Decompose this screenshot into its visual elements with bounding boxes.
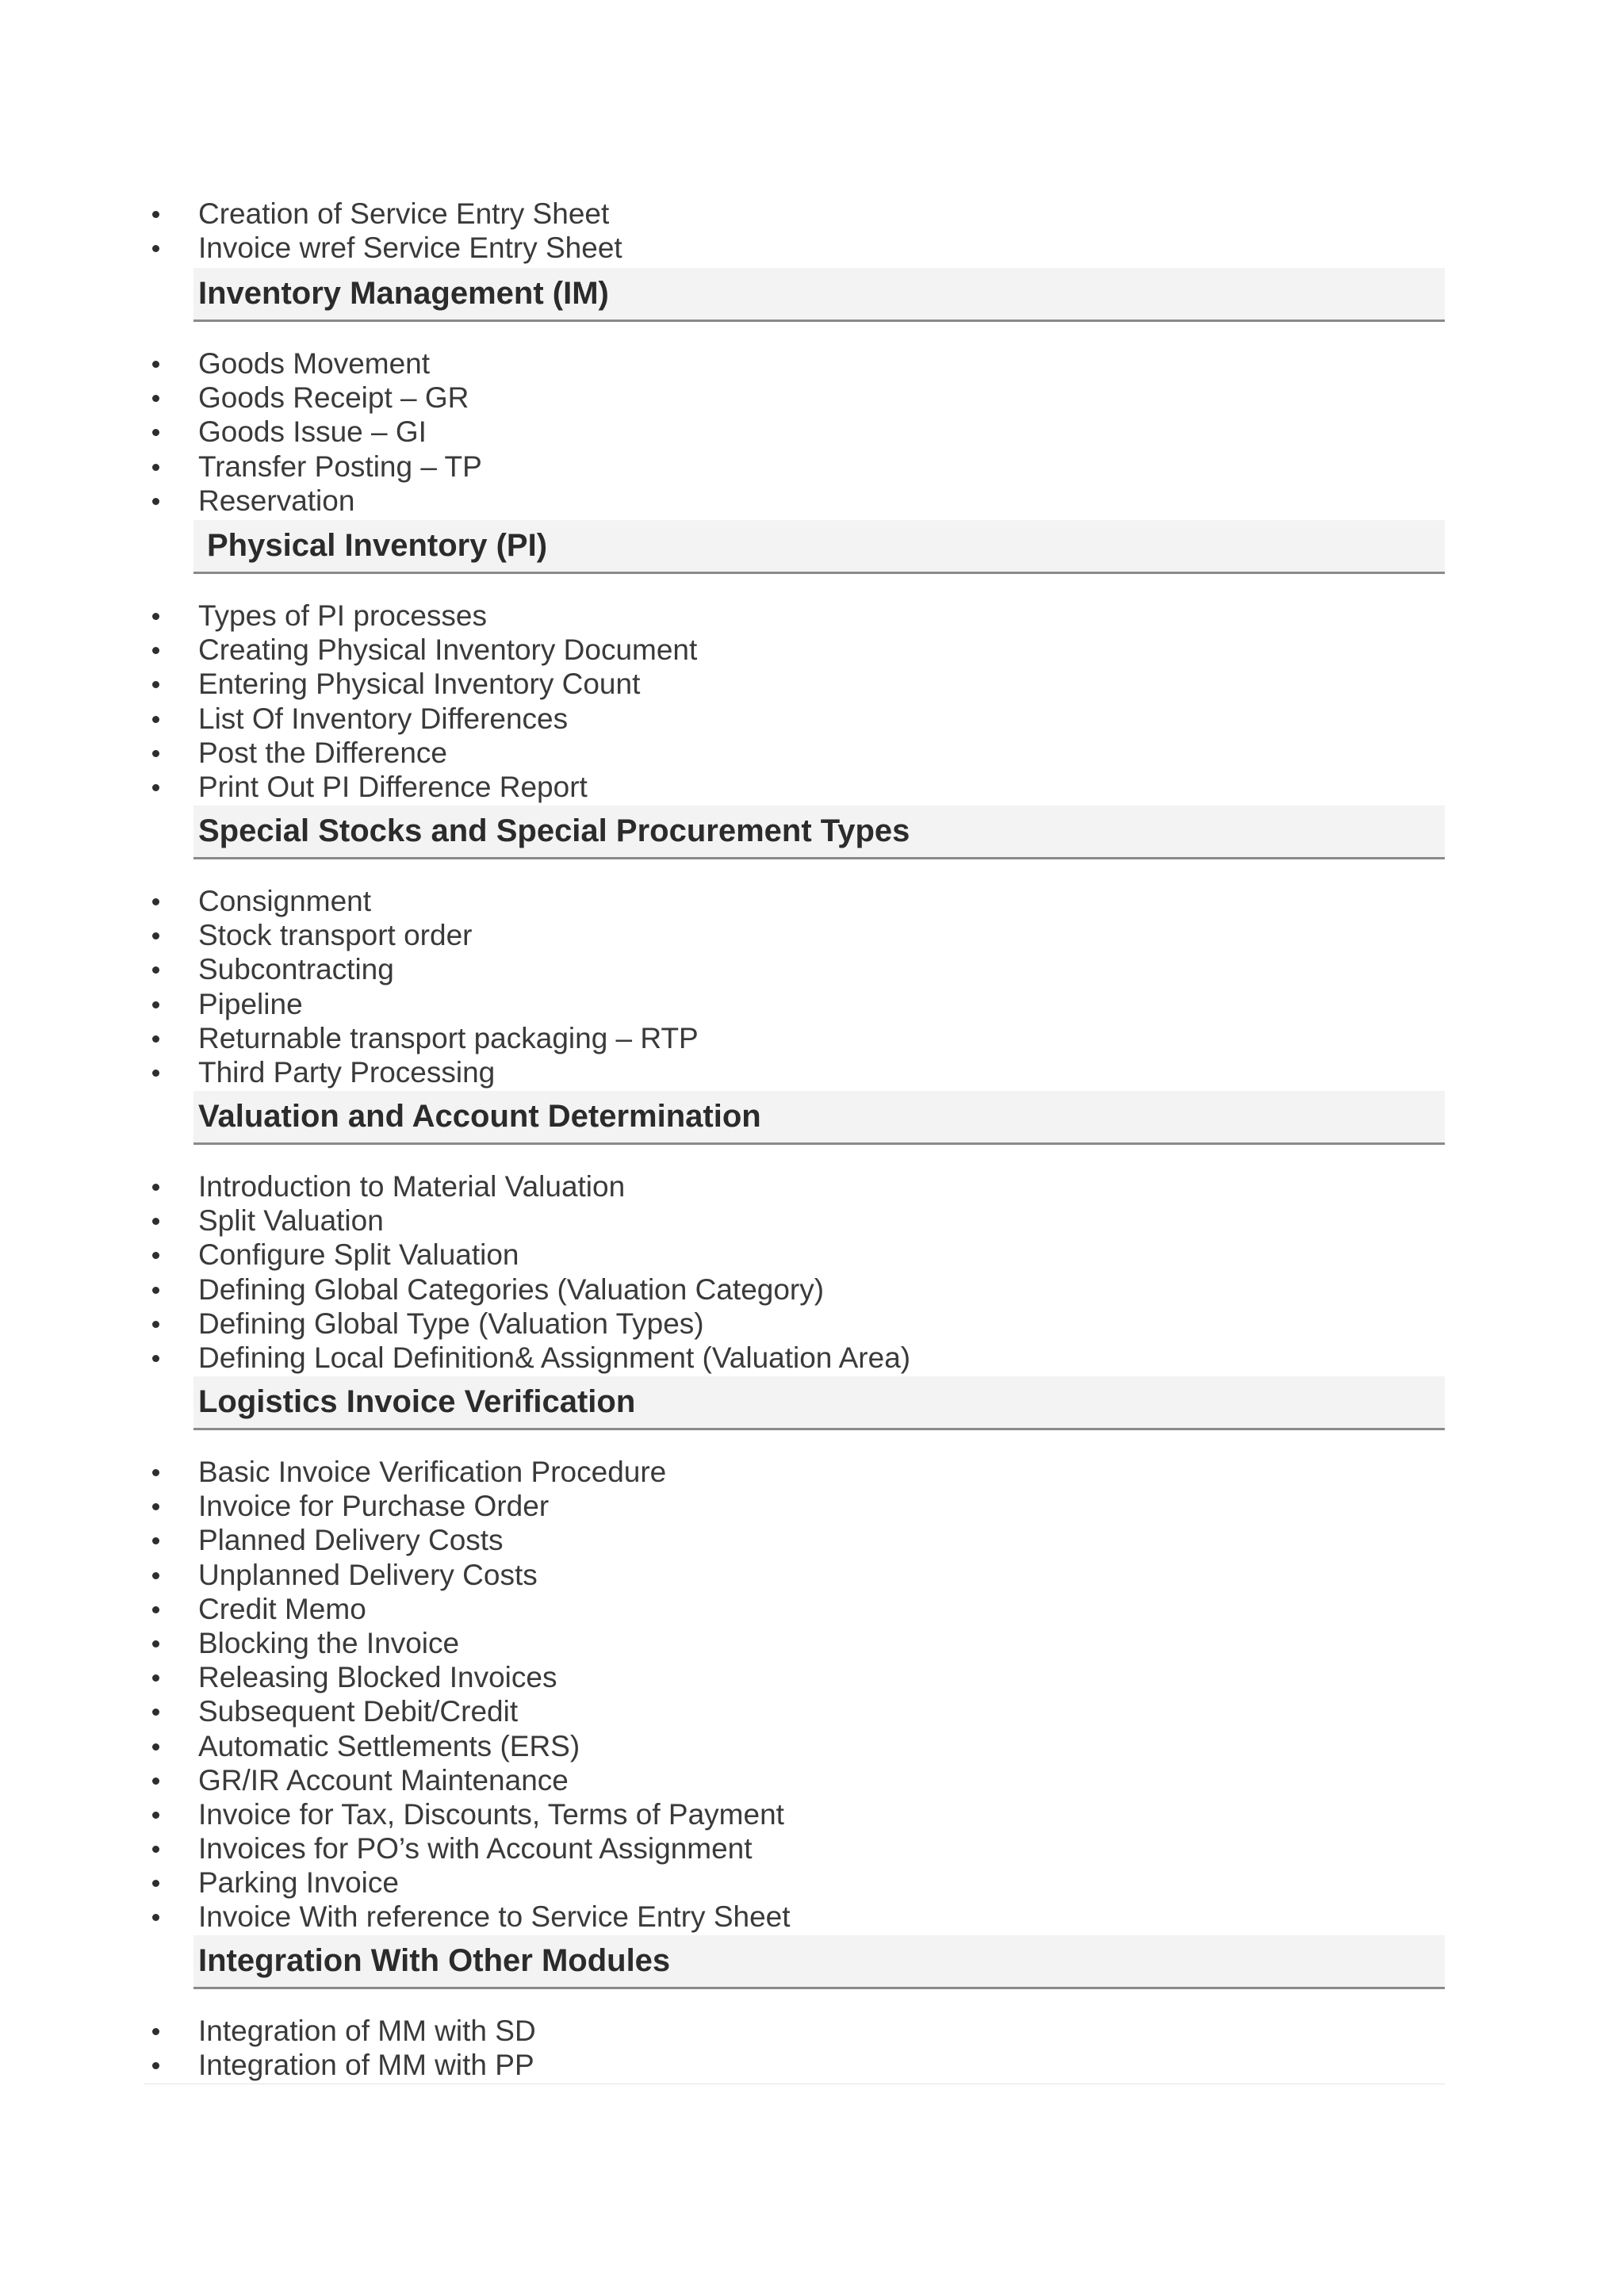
bullet-list xyxy=(144,1455,1445,1934)
list-item: Transfer Posting – TP xyxy=(144,450,1445,484)
intro-list-block xyxy=(144,197,1445,265)
section-list-block xyxy=(144,346,1445,518)
list-item: Unplanned Delivery Costs xyxy=(144,1558,1445,1592)
list-item: Stock transport order xyxy=(144,918,1445,952)
list-item: Invoice With reference to Service Entry Sheet xyxy=(144,1900,1445,1934)
list-item: Reservation xyxy=(144,484,1445,518)
bullet-list xyxy=(144,2014,1445,2082)
list-item: Subcontracting xyxy=(144,952,1445,986)
list-item: Parking Invoice xyxy=(144,1866,1445,1900)
list-item: Goods Receipt – GR xyxy=(144,381,1445,415)
list-item: Blocking the Invoice xyxy=(144,1626,1445,1660)
list-item: Consignment xyxy=(144,884,1445,918)
section-heading xyxy=(193,806,1445,859)
list-item: Print Out PI Difference Report xyxy=(144,770,1445,804)
section-title: Physical Inventory (PI) xyxy=(207,528,548,563)
section-heading xyxy=(193,1091,1445,1145)
bullet-list xyxy=(144,346,1445,518)
list-item: Defining Global Type (Valuation Types) xyxy=(144,1307,1445,1341)
list-item: Integration of MM with PP xyxy=(144,2048,1445,2082)
section-list-block xyxy=(144,2014,1445,2082)
list-item: Defining Local Definition& Assignment (Valuation Area) xyxy=(144,1341,1445,1375)
list-item: GR/IR Account Maintenance xyxy=(144,1763,1445,1797)
bullet-list xyxy=(144,884,1445,1089)
list-item: Pipeline xyxy=(144,987,1445,1021)
section-heading xyxy=(193,520,1445,574)
list-item: Planned Delivery Costs xyxy=(144,1523,1445,1557)
list-item: Post the Difference xyxy=(144,736,1445,770)
list-item: Credit Memo xyxy=(144,1592,1445,1626)
bullet-list xyxy=(144,1169,1445,1375)
list-item: Introduction to Material Valuation xyxy=(144,1169,1445,1203)
section-list-block xyxy=(144,1455,1445,1934)
section-list-block xyxy=(144,884,1445,1089)
section-title: Special Stocks and Special Procurement Types xyxy=(198,813,910,848)
list-item: Configure Split Valuation xyxy=(144,1238,1445,1272)
list-item: Releasing Blocked Invoices xyxy=(144,1660,1445,1694)
list-item: Integration of MM with SD xyxy=(144,2014,1445,2048)
section-heading xyxy=(193,1376,1445,1430)
list-item: Basic Invoice Verification Procedure xyxy=(144,1455,1445,1489)
section-heading xyxy=(193,1935,1445,1989)
list-item: Types of PI processes xyxy=(144,599,1445,633)
list-item: Entering Physical Inventory Count xyxy=(144,667,1445,701)
section-title: Logistics Invoice Verification xyxy=(198,1384,636,1419)
list-item: Goods Issue – GI xyxy=(144,415,1445,449)
section-title: Inventory Management (IM) xyxy=(198,276,609,311)
list-item: Creation of Service Entry Sheet xyxy=(144,197,1445,231)
list-item: Creating Physical Inventory Document xyxy=(144,633,1445,667)
list-item: Split Valuation xyxy=(144,1203,1445,1238)
bullet-list xyxy=(144,197,1445,265)
list-item: Automatic Settlements (ERS) xyxy=(144,1729,1445,1763)
list-item: Returnable transport packaging – RTP xyxy=(144,1021,1445,1055)
list-item: Invoice wref Service Entry Sheet xyxy=(144,231,1445,265)
bullet-list xyxy=(144,599,1445,804)
section-heading xyxy=(193,268,1445,322)
list-item: List Of Inventory Differences xyxy=(144,702,1445,736)
section-title: Integration With Other Modules xyxy=(198,1943,671,1978)
section-list-block xyxy=(144,599,1445,804)
list-item: Invoices for PO’s with Account Assignment xyxy=(144,1831,1445,1866)
list-item: Invoice for Purchase Order xyxy=(144,1489,1445,1523)
list-item: Goods Movement xyxy=(144,346,1445,381)
list-item: Defining Global Categories (Valuation Category) xyxy=(144,1272,1445,1307)
section-title: Valuation and Account Determination xyxy=(198,1099,761,1134)
list-item: Third Party Processing xyxy=(144,1055,1445,1089)
section-list-block xyxy=(144,1169,1445,1375)
list-item: Invoice for Tax, Discounts, Terms of Payment xyxy=(144,1797,1445,1831)
list-item: Subsequent Debit/Credit xyxy=(144,1694,1445,1728)
